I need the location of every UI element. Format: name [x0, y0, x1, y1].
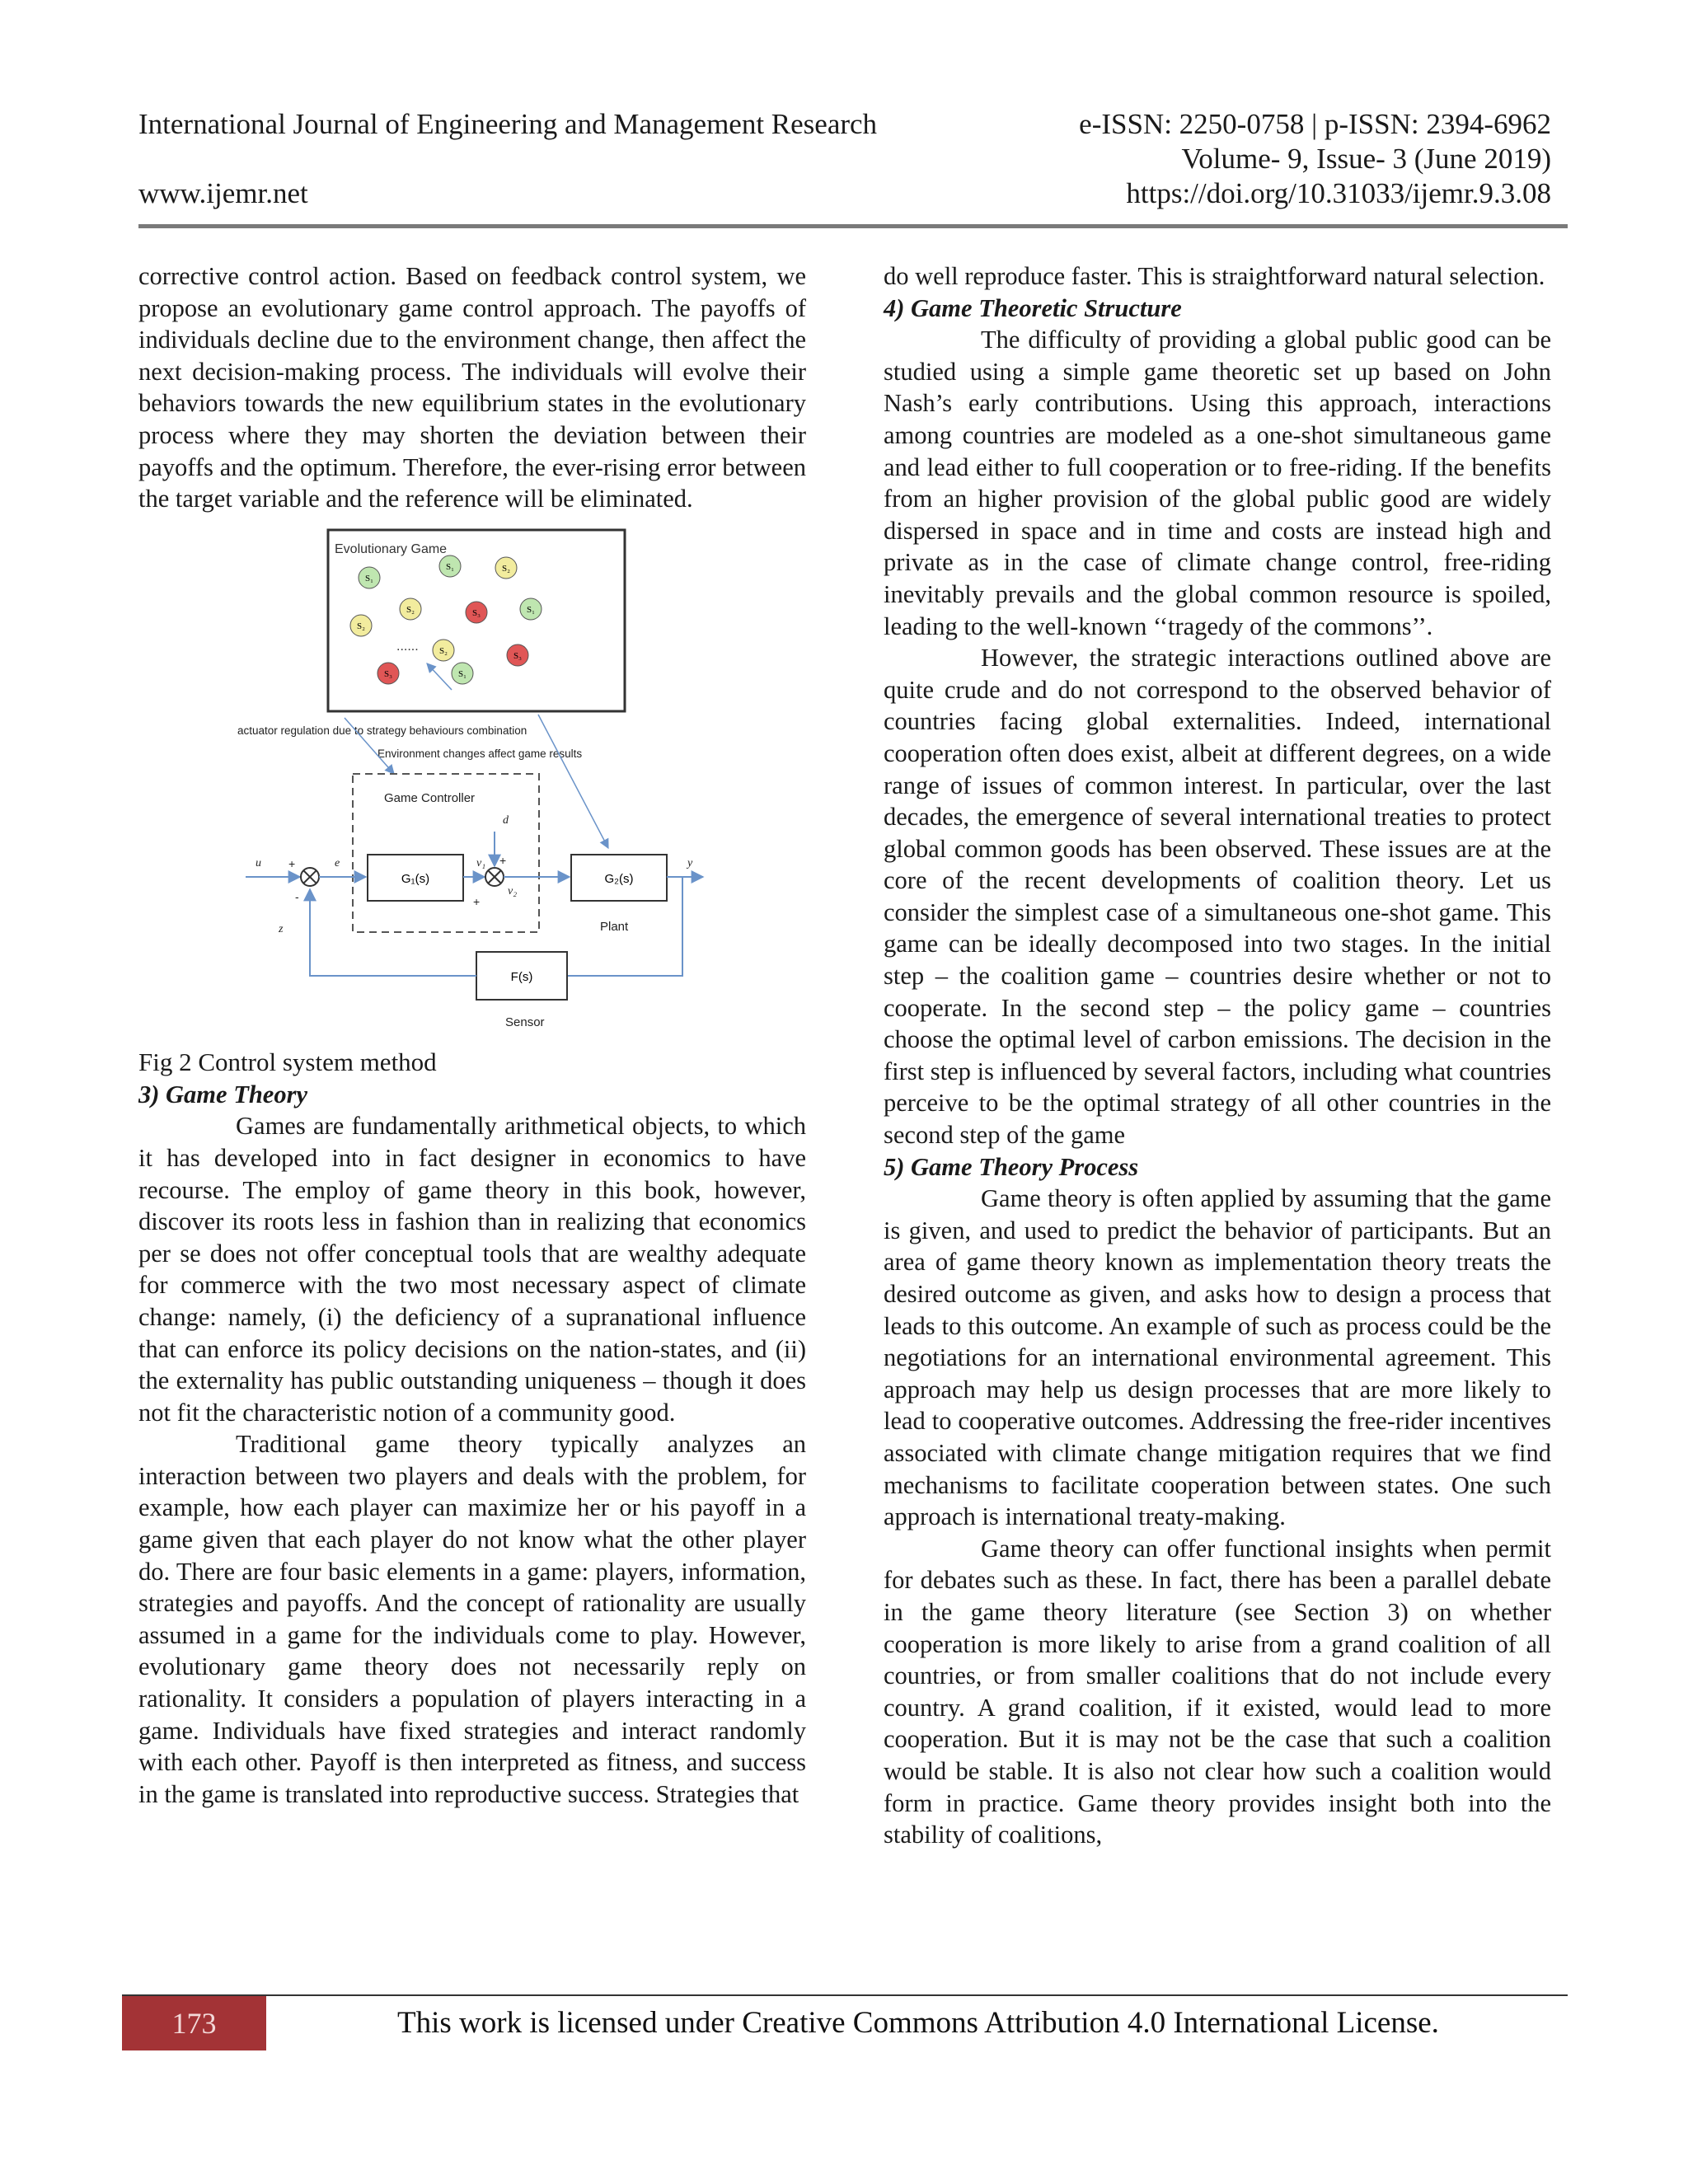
label-z: z: [279, 922, 284, 935]
paragraph: Game theory is often applied by assuming that the game is given, and used to predict the behavior of participants. But an area of game theory known as implementation theory treats the desired outcome as given, and asks how to design a process that leads to this outcome. An example of such as process could be the negotiations for an international environmental agreement. This approach may help us design processes that are more likely to lead to cooperative outcomes. Addressing the free-rider incentives associated with climate change mitigation requires that we find mechanisms to facilitate cooperation between states. One such approach is international treaty-making.: [884, 1184, 1551, 1531]
section-heading: 3) Game Theory: [138, 1080, 307, 1108]
ellipsis: ......: [396, 639, 419, 654]
actuator-regulation-label: actuator regulation due to strategy behaviours combination: [237, 724, 528, 737]
feedback-to-junction: [310, 889, 476, 976]
label-e: e: [335, 856, 340, 869]
license-text[interactable]: This work is licensed under Creative Commons Attribution 4.0 International License.: [397, 2006, 1439, 2040]
footer-rule: [122, 1994, 1568, 1996]
sign-plus: +: [288, 856, 296, 870]
control-system-diagram: [237, 527, 707, 1046]
strategy-label: S₃: [513, 650, 522, 661]
sign-minus: -: [295, 889, 299, 903]
paragraph: However, the strategic interactions outlined above are quite crude and do not correspond to the observed behavior of countries facing global externalities. Indeed, international cooperation often does exist, albeit at different degrees, on a wide range of issues of common interest. In particular, over the last decades, the emergence of several international treaties to protect global common goods has been observed. These issues are at the core of the recent developments of coalition theory. Let us consider the simplest case of a simultaneous one-shot game. This game can be ideally decomposed into two stages. In the initial step – the coalition game – countries desire whether or not to cooperate. In the second step – the policy game – countries choose the optimal level of carbon emissions. The decision in the first step is influenced by several factors, including what countries perceive to be the optimal strategy of all other countries in the second step of the game: [884, 644, 1551, 1150]
arrow-environment: [538, 715, 608, 848]
section-heading: 5) Game Theory Process: [884, 1152, 1139, 1181]
g2-label: G₂(s): [604, 871, 634, 886]
strategy-label: S₁: [458, 668, 467, 679]
plant-label: Plant: [600, 919, 629, 934]
strategy-label: S₂: [439, 645, 448, 656]
paragraph: Game theory can offer functional insights when permit for debates such as these. In fact, there has been a parallel debate in the game theory literature (see Section 3) on whether cooperation is more likely to arise from a grand coalition of all countries, or from smaller coalitions that do not include every country. A grand coalition, if it existed, would lead to more cooperation. But it is may not be the case that such a coalition would be stable. It is also not clear how such a coalition would form in practice. Game theory provides insight both into the stability of coalitions,: [884, 1534, 1551, 1849]
strategy-label: S₂: [406, 604, 415, 615]
issn: e-ISSN: 2250-0758 | p-ISSN: 2394-6962: [1079, 108, 1551, 140]
figure-caption: Fig 2 Control system method: [138, 1047, 437, 1076]
strategy-label: S₃: [384, 668, 392, 679]
sensor-label: Sensor: [505, 1015, 545, 1029]
label-v1: v₁: [476, 856, 486, 869]
label-y: y: [687, 856, 693, 869]
g1-label: G₁(s): [401, 871, 430, 886]
f-label: F(s): [510, 969, 533, 984]
evolutionary-game-title: Evolutionary Game: [335, 541, 448, 556]
strategy-label: S₁: [365, 573, 373, 583]
strategy-label: S₂: [502, 563, 510, 574]
game-controller-label: Game Controller: [384, 790, 476, 805]
figure-control-system: [138, 527, 806, 1046]
header-rule: [138, 224, 1568, 228]
paragraph: do well reproduce faster. This is straightforward natural selection.: [884, 262, 1545, 290]
strategy-label: S₃: [472, 607, 481, 618]
strategy-label: S₂: [357, 621, 365, 631]
label-u: u: [256, 856, 261, 869]
right-column: [884, 260, 1551, 1851]
journal-website[interactable]: www.ijemr.net: [138, 177, 308, 209]
paragraph: corrective control action. Based on feedback control system, we propose an evolutionary game control approach. The payoffs of individuals decline due to the environment change, then affect the next decision-making process. The individuals will evolve their behaviors towards the new equilibrium states in the evolutionary process where they may shorten the deviation between their payoffs and the optimum. Therefore, the ever-rising error between the target variable and the reference will be eliminated.: [138, 262, 806, 513]
left-column: [138, 260, 806, 1810]
strategy-label: S₁: [446, 561, 454, 572]
paragraph: Traditional game theory typically analyzes an interaction between two players and deals with the problem, for example, how each player can maximize her or his payoff in a game given that each player do not know what the other player do. There are four basic elements in a game: players, information, strategies and payoffs. And the concept of rationality are usually assumed in a game for the individuals come to play. However, evolutionary game theory does not necessarily reply on rationality. It considers a population of players interacting in a game. Individuals have fixed strategies and interact randomly with each other. Payoff is then interpreted as fitness, and success in the game is translated into reproductive success. Strategies that: [138, 1430, 806, 1808]
paragraph: The difficulty of providing a global public good can be studied using a simple game theoretic set up based on John Nash’s early contributions. Using this approach, interactions among countries are modeled as a one-shot simultaneous game and lead either to full cooperation or to free-riding. If the benefits from an higher provision of the global public good are widely dispersed in space and in time and costs are instead high and private as in the case of climate change control, free-riding inevitably prevails and the global common resource is spoiled, leading to the well-known ‘‘tragedy of the commons’’.: [884, 326, 1551, 640]
page-number: 173: [122, 1996, 266, 2050]
section-heading: 4) Game Theoretic Structure: [884, 293, 1182, 322]
strategy-label: S₁: [527, 604, 535, 615]
sign-plus: +: [473, 894, 481, 908]
journal-title: International Journal of Engineering and Management Research: [138, 108, 878, 140]
doi-link[interactable]: https://doi.org/10.31033/ijemr.9.3.08: [1126, 177, 1551, 209]
sign-plus: +: [499, 853, 507, 867]
paragraph: Games are fundamentally arithmetical objects, to which it has developed into in fact designer in economics to have recourse. The employ of game theory in this book, however, discover its roots less in fashion than in realizing that economics per se does not offer conceptual tools that are wealthy adequate for commerce with the two most necessary aspect of climate change: namely, (i) the deficiency of a supranational influence that can enforce its policy decisions on the nation-states, and (ii) the externality has public outstanding uniqueness – though it does not fit the characteristic notion of a community good.: [138, 1112, 806, 1427]
volume-issue: Volume- 9, Issue- 3 (June 2019): [1181, 143, 1551, 175]
label-d: d: [503, 813, 509, 827]
label-v2: v₂: [508, 884, 518, 898]
environment-changes-label: Environment changes affect game results: [377, 747, 583, 760]
